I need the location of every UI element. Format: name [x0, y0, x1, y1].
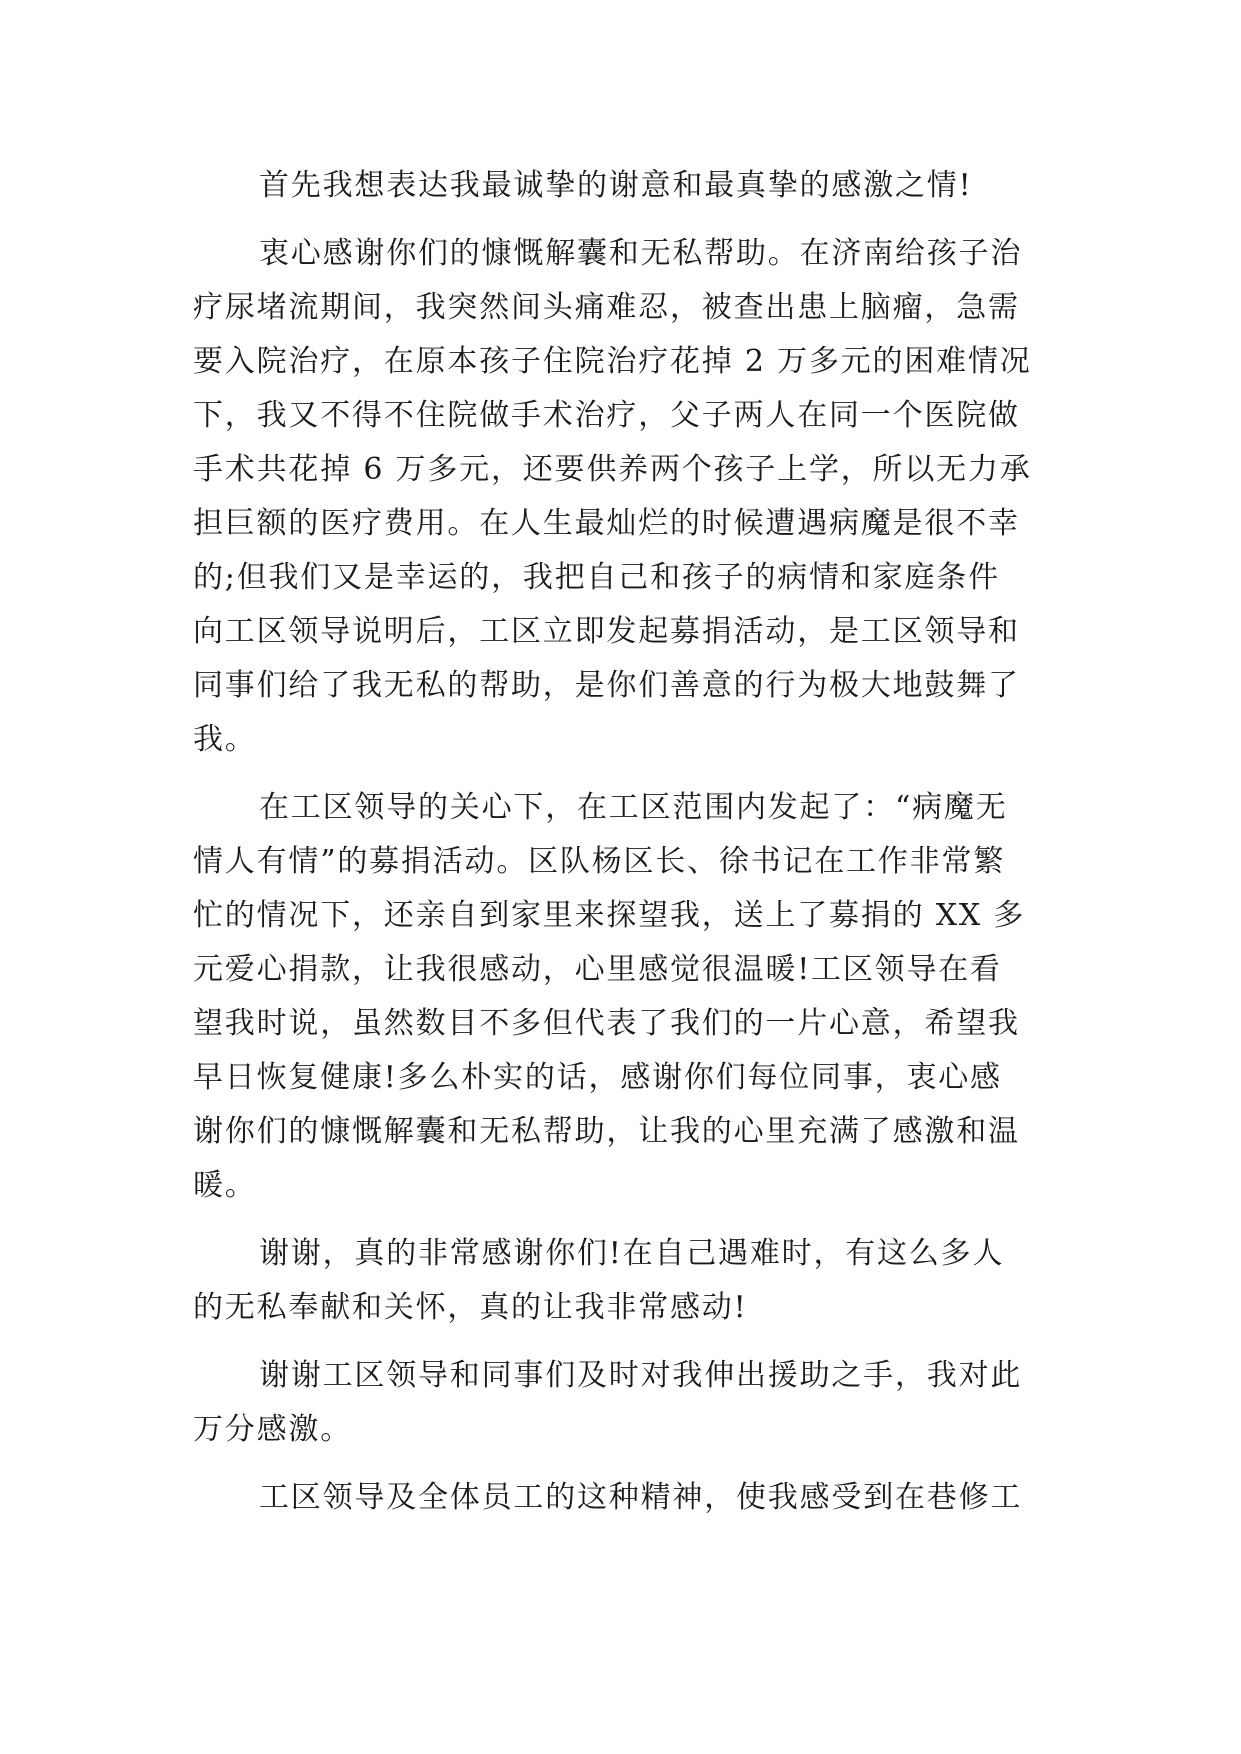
text-line: 暖。 — [193, 1168, 257, 1203]
text-line: 要入院治疗，在原本孩子住院治疗花掉 2 万多元的困难情况 — [193, 344, 1032, 379]
text-line: 担巨额的医疗费用。在人生最灿烂的时候遭遇病魔是很不幸 — [193, 506, 1020, 541]
paragraph-illness-account — [193, 227, 1048, 767]
text-line: 工区领导及全体员工的这种精神，使我感受到在巷修工 — [259, 1480, 1023, 1515]
paragraph-team-spirit — [193, 1471, 1048, 1525]
text-line: 谢你们的慷慨解囊和无私帮助，让我的心里充满了感激和温 — [193, 1114, 1020, 1149]
text-line: 情人有情”的募捐活动。区队杨区长、徐书记在工作非常繁 — [193, 844, 1006, 879]
text-line: 衷心感谢你们的慷慨解囊和无私帮助。在济南给孩子治 — [259, 236, 1023, 271]
document-body — [193, 159, 1048, 1525]
text-line: 在工区领导的关心下，在工区范围内发起了：“病魔无 — [259, 790, 1008, 825]
text-line: 疗尿堵流期间，我突然间头痛难忍，被查出患上脑瘤，急需 — [193, 290, 1020, 325]
text-line: 我。 — [193, 722, 257, 757]
text-line: 的;但我们又是幸运的，我把自己和孩子的病情和家庭条件 — [193, 560, 1000, 595]
paragraph-fundraising — [193, 781, 1048, 1213]
text-line: 同事们给了我无私的帮助，是你们善意的行为极大地鼓舞了 — [193, 668, 1020, 703]
text-line: 下，我又不得不住院做手术治疗，父子两人在同一个医院做 — [193, 398, 1020, 433]
text-line: 元爱心捐款，让我很感动，心里感觉很温暖!工区领导在看 — [193, 952, 1002, 987]
paragraph-gratitude-opening — [193, 159, 1048, 213]
text-line: 的无私奉献和关怀，真的让我非常感动! — [193, 1290, 748, 1325]
paragraph-thanks — [193, 1227, 1048, 1335]
text-line: 万分感激。 — [193, 1412, 352, 1447]
text-line: 向工区领导说明后，工区立即发起募捐活动，是工区领导和 — [193, 614, 1020, 649]
text-line: 首先我想表达我最诚挚的谢意和最真挚的感激之情! — [259, 168, 973, 203]
text-line: 谢谢工区领导和同事们及时对我伸出援助之手，我对此 — [259, 1358, 1023, 1393]
text-line: 忙的情况下，还亲自到家里来探望我，送上了募捐的 XX 多 — [193, 898, 1026, 933]
text-line: 望我时说，虽然数目不多但代表了我们的一片心意，希望我 — [193, 1006, 1020, 1041]
paragraph-thanks-leaders — [193, 1349, 1048, 1457]
text-line: 谢谢，真的非常感谢你们!在自己遇难时，有这么多人 — [259, 1236, 1005, 1271]
text-line: 早日恢复健康!多么朴实的话，感谢你们每位同事，衷心感 — [193, 1060, 1002, 1095]
text-line: 手术共花掉 6 万多元，还要供养两个孩子上学，所以无力承 — [193, 452, 1032, 487]
